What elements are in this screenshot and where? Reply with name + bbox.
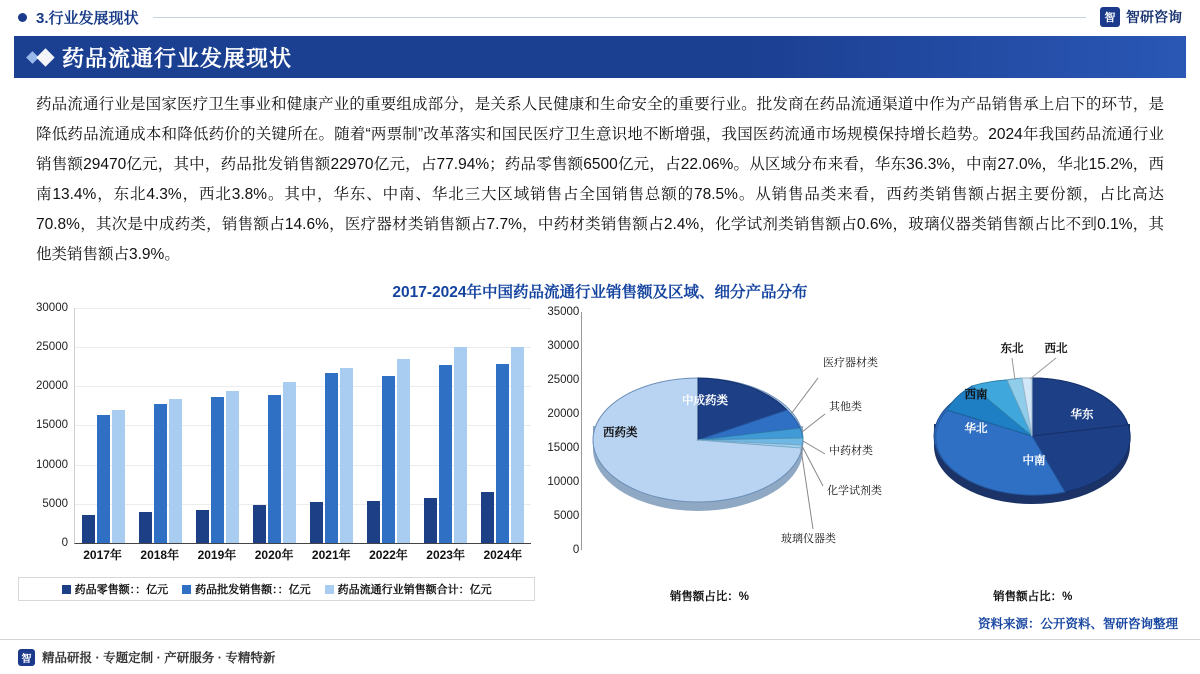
bar bbox=[424, 498, 437, 543]
legend-label: 药品流通行业销售额合计：亿元 bbox=[337, 584, 492, 596]
bar bbox=[325, 373, 338, 543]
bar-chart-y-axis bbox=[18, 302, 72, 549]
footer bbox=[0, 639, 1200, 674]
x-tick: 2024年 bbox=[483, 548, 523, 562]
pie-slice-label: 中成药类 bbox=[682, 395, 729, 407]
x-tick: 2021年 bbox=[311, 548, 351, 562]
y-tick: 10000 bbox=[36, 459, 68, 471]
bar-group bbox=[417, 347, 474, 543]
product-pie-chart bbox=[535, 308, 883, 608]
source-note: 资料来源：公开资料、智研咨询整理 bbox=[977, 617, 1178, 631]
y-tick: 15000 bbox=[547, 442, 580, 454]
pie-slice-label: 中南 bbox=[1022, 455, 1046, 467]
legend-item bbox=[182, 581, 311, 597]
bar bbox=[397, 359, 410, 543]
banner bbox=[14, 36, 1186, 78]
x-tick: 2017年 bbox=[83, 548, 122, 562]
y-tick: 25000 bbox=[36, 341, 68, 353]
brand-mark-icon: 智 bbox=[1100, 7, 1120, 27]
x-tick: 2020年 bbox=[254, 548, 294, 562]
footer-text: 精品研报 · 专题定制 · 产研服务 · 专精特新 bbox=[42, 651, 276, 665]
pie-callout-label: 其他类 bbox=[829, 401, 863, 413]
legend-label: 药品零售额：：亿元 bbox=[74, 584, 169, 596]
bar-group bbox=[75, 410, 132, 543]
y-tick: 20000 bbox=[36, 380, 68, 392]
y-tick: 0 bbox=[572, 544, 580, 556]
bar bbox=[268, 395, 281, 543]
bar bbox=[283, 382, 296, 543]
bar-series-container bbox=[75, 308, 531, 543]
pie-callout-label: 医疗器材类 bbox=[823, 357, 879, 369]
body-paragraph: 药品流通行业是国家医疗卫生事业和健康产业的重要组成部分，是关系人民健康和生命安全的重要行业。批发商在药品流通渠道中作为产品销售承上启下的环节，是降低药品流通成本和降低药价的关键所在。随着“两票制”改革落实和国民医疗卫生意识地不断增强，我国医药流通市场规模保持增长趋势。2024年我国药品流通行业销售额29470亿元，其中，药品批发销售额22970亿元，占77.94%；药品零售额6500亿元，占22.06%。从区域分布来看，华东36.3%，中南27.0%，华北15.2%，西南13.4%，东北4.3%，西北3.8%。其中，华东、中南、华北三大区域销售占全国销售总额的78.5%。从销售品类来看，西药类销售额占据主要份额，占比高达70.8%，其次是中成药类，销售额占14.6%，医疗器材类销售额占7.7%，中药材类销售额占2.4%，化学试剂类销售额占0.6%，玻璃仪器类销售额占比不到0.1%，其他类销售额占3.9%。 bbox=[36, 96, 1164, 263]
banner-title: 药品流通行业发展现状 bbox=[62, 45, 293, 71]
bar bbox=[382, 376, 395, 543]
x-tick: 2019年 bbox=[197, 548, 237, 562]
y-tick: 0 bbox=[61, 537, 68, 549]
bar bbox=[496, 364, 509, 543]
x-tick: 2022年 bbox=[369, 548, 408, 562]
legend-item bbox=[325, 581, 492, 597]
pie-callout-label: 化学试剂类 bbox=[827, 485, 883, 497]
top-bar bbox=[0, 0, 1200, 34]
region-pie-caption: 销售额占比：% bbox=[993, 591, 1073, 603]
bar bbox=[340, 368, 353, 543]
brand-name: 智研咨询 bbox=[1126, 9, 1182, 25]
bar-chart-plot-area bbox=[18, 302, 535, 563]
bar bbox=[139, 512, 152, 543]
x-tick: 2018年 bbox=[140, 548, 180, 562]
bar-chart-legend bbox=[18, 577, 535, 601]
y-tick: 25000 bbox=[547, 374, 580, 386]
section-title: 3.行业发展现状 bbox=[36, 9, 139, 27]
y-tick: 30000 bbox=[547, 340, 580, 352]
y-tick: 5000 bbox=[42, 498, 68, 510]
chart-title: 2017-2024年中国药品流通行业销售额及区域、细分产品分布 bbox=[392, 284, 808, 301]
legend-label: 药品批发销售额：：亿元 bbox=[195, 584, 311, 596]
bar bbox=[97, 415, 110, 543]
pie-slice-label: 西南 bbox=[964, 389, 988, 401]
bar bbox=[511, 347, 524, 543]
product-pie-caption: 销售额占比：% bbox=[669, 591, 750, 603]
y-tick: 10000 bbox=[547, 476, 580, 488]
bar bbox=[154, 404, 167, 543]
footer-logo-icon: 智 bbox=[18, 649, 35, 666]
y-tick: 5000 bbox=[553, 510, 580, 522]
bar-group bbox=[246, 382, 303, 543]
y-tick: 30000 bbox=[36, 302, 68, 314]
bar bbox=[211, 397, 224, 543]
bar-group bbox=[132, 399, 189, 543]
charts-row bbox=[18, 302, 1182, 608]
pie-callout-label: 玻璃仪器类 bbox=[781, 533, 837, 545]
bar bbox=[454, 347, 467, 543]
bar-chart-plot bbox=[74, 308, 531, 544]
bar-group bbox=[189, 391, 246, 543]
bullet-icon bbox=[18, 13, 27, 22]
pie-slice-label: 华东 bbox=[1070, 409, 1094, 421]
bar-chart bbox=[18, 302, 535, 608]
header-divider bbox=[153, 17, 1086, 18]
pie-callout-label: 中药材类 bbox=[829, 445, 874, 457]
bar bbox=[82, 515, 95, 543]
bar bbox=[226, 391, 239, 543]
bar bbox=[439, 365, 452, 543]
y-tick: 15000 bbox=[36, 419, 68, 431]
brand-logo bbox=[1100, 7, 1182, 27]
pie-slice-label: 西药类 bbox=[603, 427, 638, 439]
bar-group bbox=[360, 359, 417, 543]
bar bbox=[367, 501, 380, 543]
pie-slice-label: 西北 bbox=[1044, 343, 1068, 355]
product-pie-graphic bbox=[573, 314, 883, 564]
pie-slice-label: 东北 bbox=[1000, 343, 1024, 355]
bar-group bbox=[474, 347, 531, 543]
pie-slice-label: 华北 bbox=[964, 423, 988, 435]
x-tick: 2023年 bbox=[426, 548, 465, 562]
bar bbox=[112, 410, 125, 543]
bar bbox=[196, 510, 209, 543]
diamond-icon bbox=[28, 51, 52, 64]
region-pie-graphic bbox=[884, 324, 1184, 544]
legend-item bbox=[62, 581, 169, 597]
bar bbox=[481, 492, 494, 543]
y-tick: 20000 bbox=[547, 408, 580, 420]
y-tick: 35000 bbox=[547, 306, 580, 318]
bar bbox=[169, 399, 182, 543]
bar bbox=[253, 505, 266, 543]
region-pie-chart bbox=[884, 308, 1182, 608]
bar-group bbox=[303, 368, 360, 543]
bar-chart-x-axis bbox=[74, 546, 531, 563]
bar bbox=[310, 502, 323, 543]
